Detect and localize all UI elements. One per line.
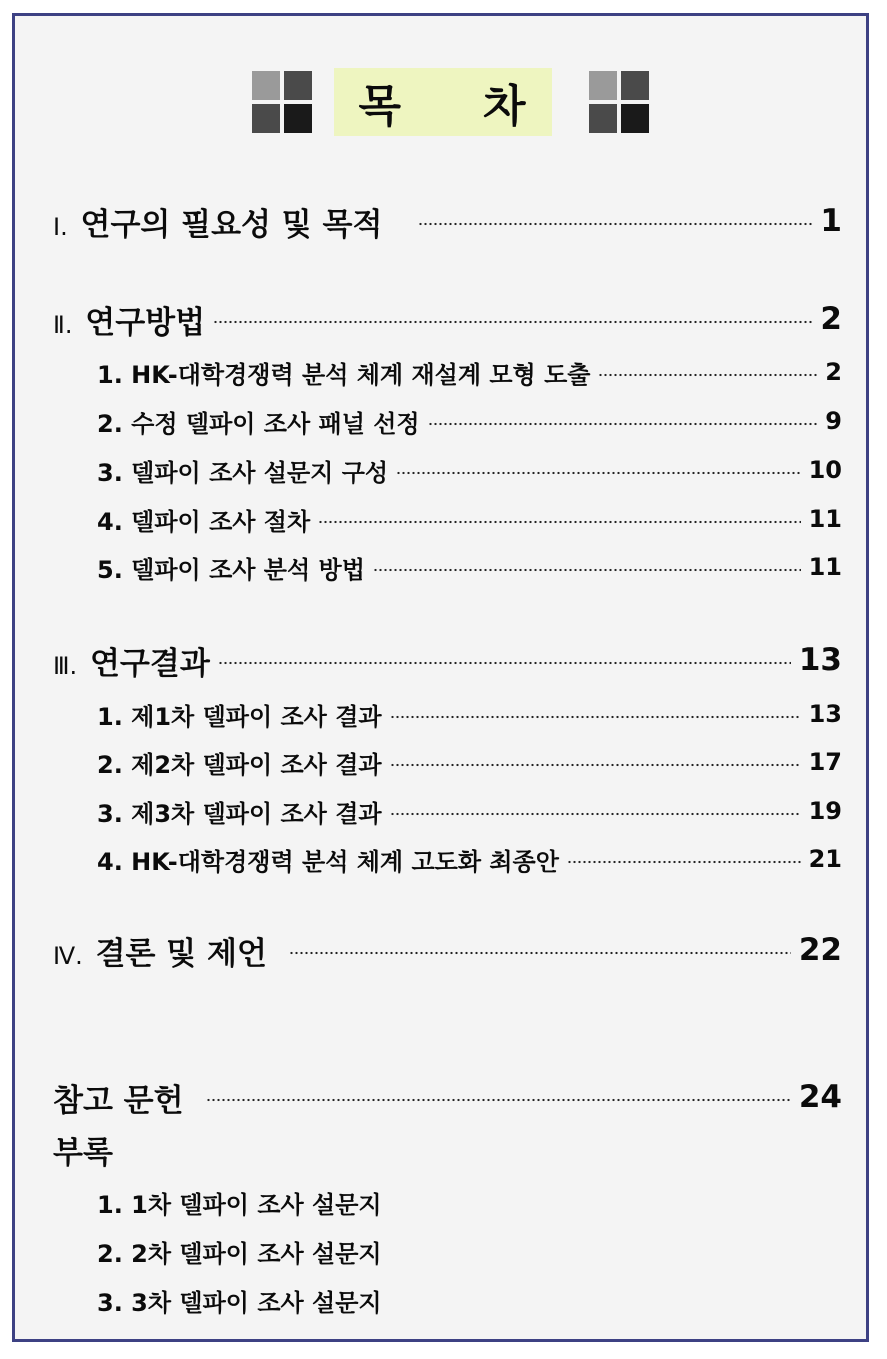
leader-dots — [390, 763, 801, 767]
page-number: 2 — [820, 301, 842, 337]
leader-dots — [418, 222, 812, 226]
toc-item[interactable] — [97, 745, 842, 779]
appendix-item-label: 2. 2차 델파이 조사 설문지 — [97, 1239, 382, 1268]
chapter-number: Ⅳ. — [53, 941, 83, 970]
toc-item[interactable] — [97, 453, 842, 487]
chapter-label: 결론 및 제언 — [95, 935, 267, 972]
page-number: 19 — [808, 797, 842, 825]
toc-chapter-3[interactable] — [53, 638, 842, 682]
toc-chapter-1[interactable] — [53, 199, 842, 243]
grid-square-icon — [252, 71, 312, 133]
item-label: 1. HK-대학경쟁력 분석 체계 재설계 모형 도출 — [97, 360, 591, 389]
leader-dots — [373, 568, 801, 572]
grid-square-icon — [589, 71, 649, 133]
toc-item[interactable] — [97, 502, 842, 536]
page-number: 10 — [808, 456, 842, 484]
toc-item[interactable] — [97, 697, 842, 731]
appendix-item[interactable] — [97, 1283, 382, 1317]
chapter-label: 연구결과 — [89, 645, 210, 682]
leader-dots — [598, 373, 817, 377]
appendix-item[interactable] — [97, 1234, 382, 1268]
page-number: 13 — [798, 642, 842, 678]
page-number: 2 — [825, 358, 842, 386]
leader-dots — [567, 860, 801, 864]
title-char-1: 목 — [358, 81, 403, 132]
page-number: 21 — [808, 845, 842, 873]
item-label: 5. 델파이 조사 분석 방법 — [97, 555, 365, 584]
references-label: 참고 문헌 — [53, 1082, 184, 1119]
item-label: 1. 제1차 델파이 조사 결과 — [97, 702, 382, 731]
item-label: 3. 제3차 델파이 조사 결과 — [97, 799, 382, 828]
toc-item[interactable] — [97, 842, 842, 876]
toc-item[interactable] — [97, 404, 842, 438]
page-number: 1 — [820, 203, 842, 239]
item-label: 2. 수정 델파이 조사 패널 선정 — [97, 409, 420, 438]
leader-dots — [396, 471, 801, 475]
item-label: 4. HK-대학경쟁력 분석 체계 고도화 최종안 — [97, 847, 559, 876]
leader-dots — [428, 422, 818, 426]
chapter-label: 연구방법 — [85, 304, 206, 341]
leader-dots — [206, 1098, 791, 1102]
title-char-2: 차 — [483, 81, 528, 132]
toc-title-bar — [15, 68, 866, 148]
toc-item[interactable] — [97, 550, 842, 584]
chapter-number: Ⅲ. — [53, 651, 78, 680]
leader-dots — [213, 320, 812, 324]
leader-dots — [218, 661, 791, 665]
toc-appendix[interactable] — [53, 1127, 842, 1171]
item-label: 2. 제2차 델파이 조사 결과 — [97, 750, 382, 779]
leader-dots — [390, 812, 801, 816]
page-number: 11 — [808, 505, 842, 533]
item-label: 3. 델파이 조사 설문지 구성 — [97, 458, 389, 487]
leader-dots — [318, 520, 800, 524]
page-number: 17 — [808, 748, 842, 776]
toc-title — [334, 68, 552, 136]
appendix-item-label: 1. 1차 델파이 조사 설문지 — [97, 1190, 382, 1219]
chapter-number: Ⅱ. — [53, 310, 73, 339]
page-number: 11 — [808, 553, 842, 581]
appendix-item-label: 3. 3차 델파이 조사 설문지 — [97, 1288, 382, 1317]
page-number: 22 — [798, 932, 842, 968]
toc-page — [12, 13, 869, 1342]
leader-dots — [289, 951, 791, 955]
leader-dots — [390, 715, 801, 719]
toc-item[interactable] — [97, 355, 842, 389]
toc-references[interactable] — [53, 1075, 842, 1119]
page-number: 9 — [825, 407, 842, 435]
page-number: 13 — [808, 700, 842, 728]
toc-item[interactable] — [97, 794, 842, 828]
chapter-number: Ⅰ. — [53, 212, 68, 241]
appendix-label: 부록 — [53, 1134, 113, 1171]
chapter-label: 연구의 필요성 및 목적 — [80, 206, 383, 243]
toc-chapter-2[interactable] — [53, 297, 842, 341]
toc-chapter-4[interactable] — [53, 928, 842, 972]
page-number: 24 — [798, 1079, 842, 1115]
appendix-item[interactable] — [97, 1185, 382, 1219]
item-label: 4. 델파이 조사 절차 — [97, 507, 311, 536]
